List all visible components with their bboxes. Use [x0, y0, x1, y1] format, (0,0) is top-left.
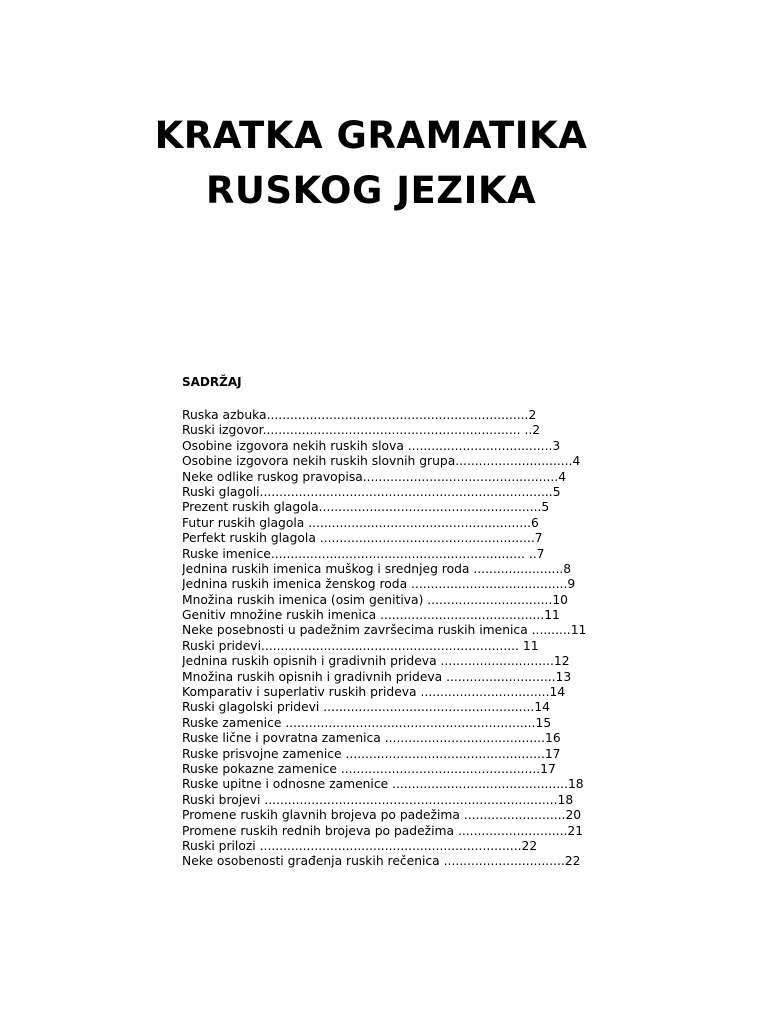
- toc-entry: Jednina ruskih imenica muškog i srednjeg roda .......................8: [182, 561, 572, 576]
- toc-entry: Komparativ i superlativ ruskih prideva .................................14: [182, 685, 566, 700]
- toc-entry: Ruski glagoli...........................................................................5: [182, 484, 561, 499]
- document-title: [0, 108, 742, 218]
- table-of-contents: [182, 408, 622, 870]
- toc-entry: Ruske imenice................................................................. ..7: [182, 546, 545, 561]
- toc-entry: Množina ruskih opisnih i gradivnih prideva ............................13: [182, 669, 572, 684]
- toc-entry: Množina ruskih imenica (osim genitiva) ................................10: [182, 592, 569, 607]
- toc-entry: Ruski pridevi.................................................................. 11: [182, 638, 539, 653]
- toc-entry: Futur ruskih glagola .........................................................6: [182, 515, 539, 530]
- toc-entry: Prezent ruskih glagola.........................................................5: [182, 500, 550, 515]
- toc-entry: Promene ruskih rednih brojeva po padežima ............................21: [182, 823, 584, 838]
- toc-entry: Osobine izgovora nekih ruskih slova .....................................3: [182, 438, 561, 453]
- toc-entry: Neke posebnosti u padežnim završecima ruskih imenica ..........11: [182, 623, 587, 638]
- toc-entry: Ruski prilozi ...................................................................22: [182, 838, 538, 853]
- toc-entry: Osobine izgovora nekih ruskih slovnih grupa..............................4: [182, 454, 581, 469]
- toc-entry: Ruska azbuka...................................................................2: [182, 408, 537, 422]
- toc-entry: Genitiv množine ruskih imenica ..........................................11: [182, 608, 560, 623]
- toc-entry: Ruske zamenice ................................................................15: [182, 715, 552, 730]
- toc-entry: Neke osobenosti građenja ruskih rečenica ...............................22: [182, 854, 581, 869]
- document-title-line-1: KRATKA GRAMATIKA: [154, 114, 588, 157]
- toc-entry: Ruski izgovor.................................................................. ..2: [182, 423, 541, 438]
- toc-entry: Jednina ruskih opisnih i gradivnih prideva .............................12: [182, 654, 570, 669]
- toc-entry: Ruski glagolski pridevi ......................................................14: [182, 700, 550, 715]
- toc-entry: Neke odlike ruskog pravopisa..................................................4: [182, 469, 567, 484]
- toc-entry: Ruske pokazne zamenice ...................................................17: [182, 761, 556, 776]
- toc-entry: Jednina ruskih imenica ženskog roda ........................................9: [182, 577, 576, 592]
- document-title-line-2: RUSKOG JEZIKA: [205, 169, 537, 212]
- toc-entry: Ruske prisvojne zamenice ...................................................17: [182, 746, 561, 761]
- toc-heading: SADRŽAJ: [182, 375, 242, 389]
- toc-entry: Ruske upitne i odnosne zamenice .............................................18: [182, 777, 584, 792]
- toc-entry: Perfekt ruskih glagola .......................................................7: [182, 531, 543, 546]
- toc-entry: Ruske lične i povratna zamenica .........................................16: [182, 731, 561, 746]
- toc-entry: Ruski brojevi ...........................................................................18: [182, 792, 574, 807]
- toc-entry: Promene ruskih glavnih brojeva po padežima ..........................20: [182, 808, 582, 823]
